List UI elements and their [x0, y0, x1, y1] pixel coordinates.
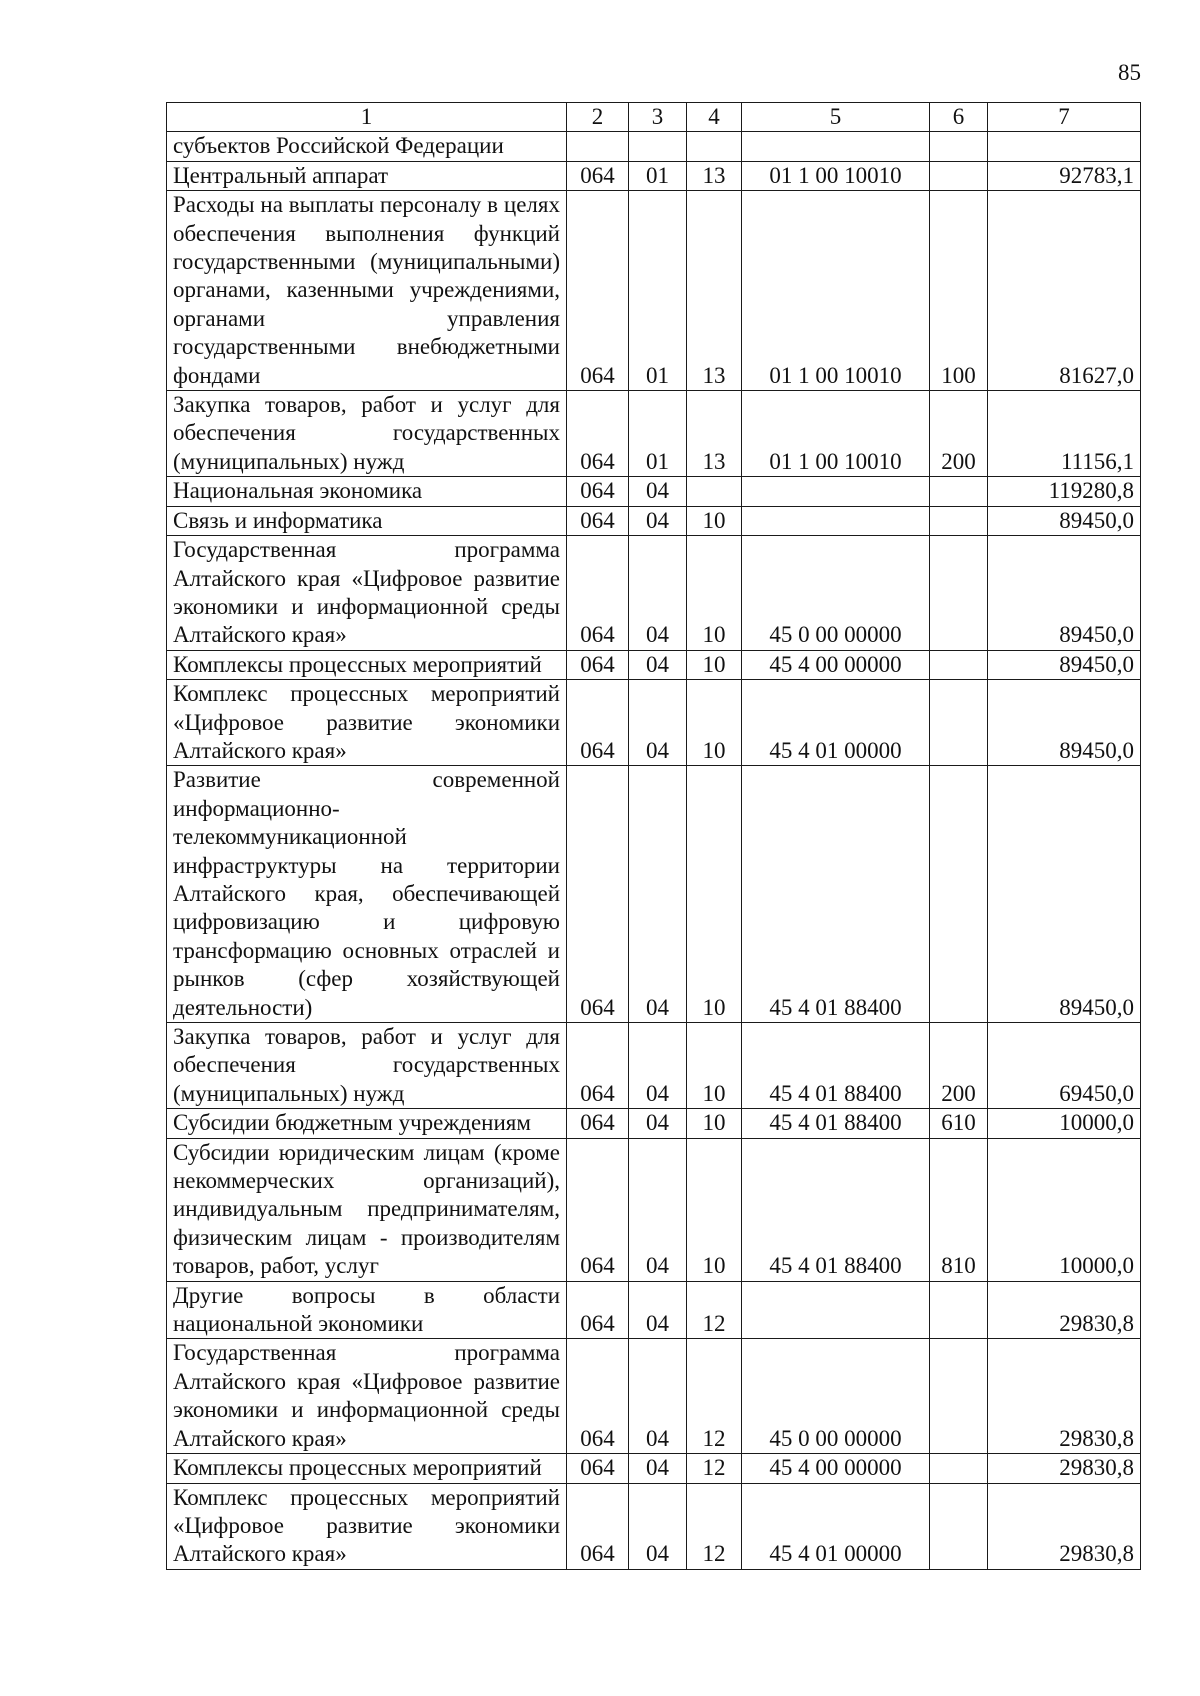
row-name-cell: Развитие современной информационно-телекоммуникационной инфраструктуры на территории Алтайского края, обеспечивающей цифровизацию и цифровую трансформацию основных отраслей и рынков (сфер хозяйствующей деятельности) [167, 766, 567, 1023]
row-rz-cell: 01 [629, 391, 687, 477]
row-sum-cell: 11156,1 [988, 391, 1141, 477]
table-header-row [167, 103, 1141, 132]
row-sum-cell: 29830,8 [988, 1339, 1141, 1454]
row-vr-cell [930, 766, 988, 1023]
row-ved-cell: 064 [567, 1138, 629, 1281]
row-sum-cell: 81627,0 [988, 191, 1141, 391]
row-rz-cell: 04 [629, 1281, 687, 1339]
row-ved-cell: 064 [567, 161, 629, 190]
row-pr-cell: 10 [687, 1138, 742, 1281]
table-row [167, 132, 1141, 161]
row-sum-cell: 119280,8 [988, 477, 1141, 506]
row-pr-cell: 13 [687, 191, 742, 391]
row-ved-cell: 064 [567, 536, 629, 651]
row-pr-cell: 10 [687, 1109, 742, 1138]
row-vr-cell [930, 1281, 988, 1339]
row-name-cell: Субсидии юридическим лицам (кроме некоммерческих организаций), индивидуальным предпринимателям, физическим лицам - производителям товаров, работ, услуг [167, 1138, 567, 1281]
row-sum-cell: 92783,1 [988, 161, 1141, 190]
table-row [167, 1281, 1141, 1339]
row-name-cell: Комплексы процессных мероприятий [167, 1454, 567, 1483]
row-name-cell: Государственная программа Алтайского края «Цифровое развитие экономики и информационной среды Алтайского края» [167, 536, 567, 651]
row-sum-cell: 29830,8 [988, 1454, 1141, 1483]
table-row [167, 1483, 1141, 1569]
row-sum-cell: 29830,8 [988, 1281, 1141, 1339]
table-row [167, 650, 1141, 679]
row-rz-cell: 04 [629, 536, 687, 651]
row-ved-cell: 064 [567, 1023, 629, 1109]
row-pr-cell: 10 [687, 536, 742, 651]
row-ved-cell [567, 132, 629, 161]
budget-table [166, 102, 1141, 1570]
row-name-cell: субъектов Российской Федерации [167, 132, 567, 161]
row-sum-cell: 69450,0 [988, 1023, 1141, 1109]
row-rz-cell: 04 [629, 506, 687, 535]
row-sum-cell: 10000,0 [988, 1138, 1141, 1281]
row-sum-cell: 89450,0 [988, 506, 1141, 535]
row-pr-cell: 12 [687, 1483, 742, 1569]
row-rz-cell: 04 [629, 650, 687, 679]
row-csr-cell: 45 4 01 88400 [742, 1023, 930, 1109]
table-row [167, 477, 1141, 506]
table-row [167, 191, 1141, 391]
row-vr-cell [930, 680, 988, 766]
column-header: 4 [687, 103, 742, 132]
row-name-cell: Комплекс процессных мероприятий «Цифровое развитие экономики Алтайского края» [167, 1483, 567, 1569]
row-vr-cell [930, 1454, 988, 1483]
table-row [167, 506, 1141, 535]
table-row [167, 1138, 1141, 1281]
row-sum-cell: 29830,8 [988, 1483, 1141, 1569]
row-name-cell: Комплексы процессных мероприятий [167, 650, 567, 679]
row-pr-cell: 10 [687, 1023, 742, 1109]
row-ved-cell: 064 [567, 1339, 629, 1454]
row-pr-cell: 12 [687, 1454, 742, 1483]
row-sum-cell: 10000,0 [988, 1109, 1141, 1138]
row-sum-cell: 89450,0 [988, 536, 1141, 651]
row-rz-cell: 04 [629, 1138, 687, 1281]
row-ved-cell: 064 [567, 191, 629, 391]
row-ved-cell: 064 [567, 680, 629, 766]
row-vr-cell [930, 477, 988, 506]
row-vr-cell: 610 [930, 1109, 988, 1138]
row-pr-cell [687, 132, 742, 161]
row-csr-cell: 45 4 01 88400 [742, 766, 930, 1023]
row-ved-cell: 064 [567, 1454, 629, 1483]
row-sum-cell: 89450,0 [988, 680, 1141, 766]
table-row [167, 161, 1141, 190]
row-pr-cell: 10 [687, 680, 742, 766]
row-ved-cell: 064 [567, 1109, 629, 1138]
row-name-cell: Расходы на выплаты персоналу в целях обеспечения выполнения функций государственными (муниципальными) органами, казенными учреждениями, органами управления государственными внебюджетными фондами [167, 191, 567, 391]
row-rz-cell: 04 [629, 1339, 687, 1454]
row-csr-cell: 45 0 00 00000 [742, 536, 930, 651]
row-sum-cell: 89450,0 [988, 766, 1141, 1023]
row-pr-cell: 13 [687, 391, 742, 477]
row-vr-cell [930, 506, 988, 535]
table-row [167, 766, 1141, 1023]
row-ved-cell: 064 [567, 1281, 629, 1339]
row-pr-cell: 12 [687, 1281, 742, 1339]
row-csr-cell: 45 4 01 00000 [742, 1483, 930, 1569]
row-pr-cell: 10 [687, 650, 742, 679]
row-csr-cell: 01 1 00 10010 [742, 161, 930, 190]
row-name-cell: Национальная экономика [167, 477, 567, 506]
row-csr-cell: 45 4 01 88400 [742, 1109, 930, 1138]
column-header: 7 [988, 103, 1141, 132]
row-pr-cell: 10 [687, 506, 742, 535]
row-name-cell: Закупка товаров, работ и услуг для обеспечения государственных (муниципальных) нужд [167, 391, 567, 477]
row-rz-cell: 01 [629, 161, 687, 190]
row-csr-cell [742, 132, 930, 161]
row-sum-cell: 89450,0 [988, 650, 1141, 679]
row-pr-cell [687, 477, 742, 506]
row-name-cell: Другие вопросы в области национальной экономики [167, 1281, 567, 1339]
row-csr-cell [742, 477, 930, 506]
row-vr-cell: 100 [930, 191, 988, 391]
row-ved-cell: 064 [567, 477, 629, 506]
row-rz-cell: 04 [629, 680, 687, 766]
row-name-cell: Государственная программа Алтайского края «Цифровое развитие экономики и информационной среды Алтайского края» [167, 1339, 567, 1454]
row-csr-cell: 45 4 00 00000 [742, 650, 930, 679]
row-vr-cell [930, 1339, 988, 1454]
row-vr-cell: 200 [930, 391, 988, 477]
row-name-cell: Закупка товаров, работ и услуг для обеспечения государственных (муниципальных) нужд [167, 1023, 567, 1109]
row-csr-cell: 01 1 00 10010 [742, 391, 930, 477]
row-ved-cell: 064 [567, 650, 629, 679]
table-row [167, 1023, 1141, 1109]
row-pr-cell: 10 [687, 766, 742, 1023]
row-ved-cell: 064 [567, 1483, 629, 1569]
row-sum-cell [988, 132, 1141, 161]
row-rz-cell: 04 [629, 1483, 687, 1569]
row-csr-cell: 01 1 00 10010 [742, 191, 930, 391]
row-rz-cell [629, 132, 687, 161]
table-row [167, 536, 1141, 651]
row-csr-cell: 45 4 00 00000 [742, 1454, 930, 1483]
row-rz-cell: 04 [629, 1023, 687, 1109]
row-rz-cell: 04 [629, 477, 687, 506]
column-header: 5 [742, 103, 930, 132]
table-row [167, 1109, 1141, 1138]
column-header: 1 [167, 103, 567, 132]
row-name-cell: Комплекс процессных мероприятий «Цифровое развитие экономики Алтайского края» [167, 680, 567, 766]
row-vr-cell [930, 161, 988, 190]
table-row [167, 680, 1141, 766]
row-ved-cell: 064 [567, 506, 629, 535]
row-vr-cell [930, 536, 988, 651]
row-vr-cell [930, 132, 988, 161]
table-row [167, 391, 1141, 477]
table-body [167, 132, 1141, 1569]
row-csr-cell: 45 4 01 88400 [742, 1138, 930, 1281]
row-ved-cell: 064 [567, 391, 629, 477]
page-number: 85 [1118, 60, 1141, 85]
row-pr-cell: 13 [687, 161, 742, 190]
column-header: 6 [930, 103, 988, 132]
row-rz-cell: 04 [629, 1454, 687, 1483]
row-name-cell: Субсидии бюджетным учреждениям [167, 1109, 567, 1138]
row-vr-cell: 810 [930, 1138, 988, 1281]
row-name-cell: Центральный аппарат [167, 161, 567, 190]
row-csr-cell [742, 506, 930, 535]
row-vr-cell: 200 [930, 1023, 988, 1109]
row-vr-cell [930, 1483, 988, 1569]
row-rz-cell: 04 [629, 766, 687, 1023]
row-csr-cell: 45 4 01 00000 [742, 680, 930, 766]
row-csr-cell: 45 0 00 00000 [742, 1339, 930, 1454]
row-rz-cell: 01 [629, 191, 687, 391]
row-pr-cell: 12 [687, 1339, 742, 1454]
column-header: 2 [567, 103, 629, 132]
row-vr-cell [930, 650, 988, 679]
row-ved-cell: 064 [567, 766, 629, 1023]
column-header: 3 [629, 103, 687, 132]
row-name-cell: Связь и информатика [167, 506, 567, 535]
table-row [167, 1339, 1141, 1454]
row-csr-cell [742, 1281, 930, 1339]
row-rz-cell: 04 [629, 1109, 687, 1138]
table-row [167, 1454, 1141, 1483]
